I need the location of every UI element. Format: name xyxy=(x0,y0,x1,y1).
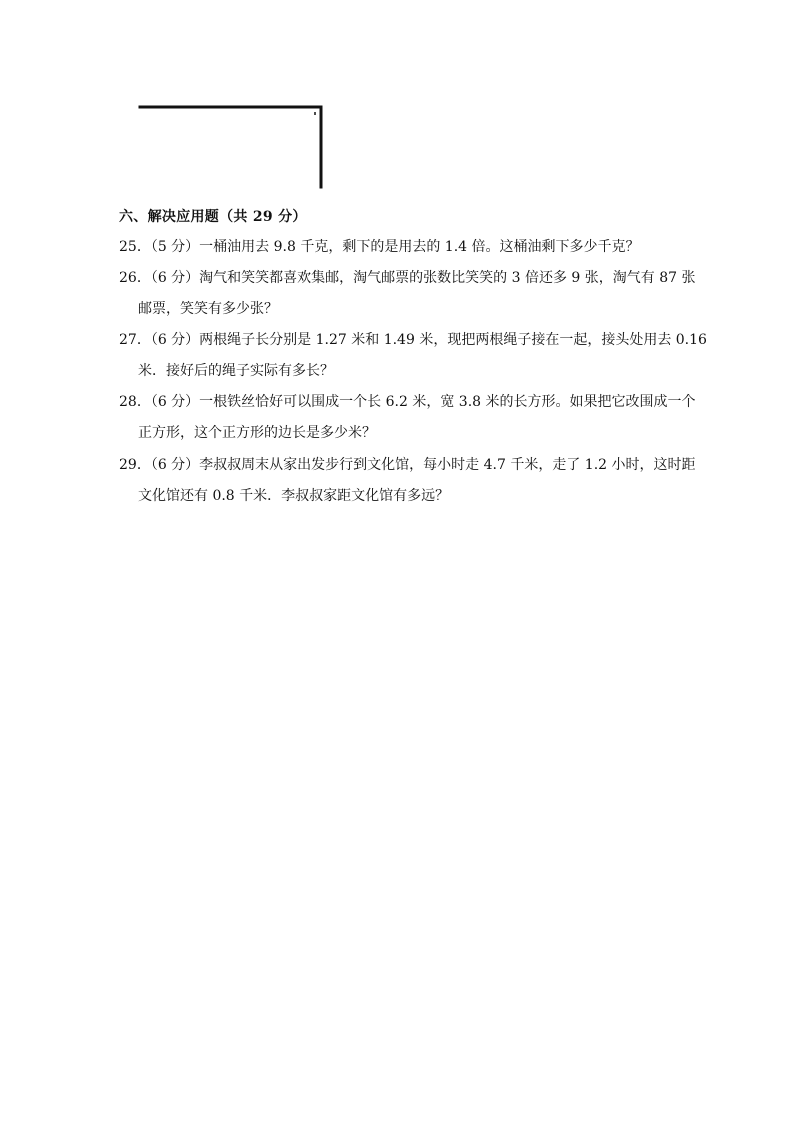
corner-line-drawing xyxy=(138,103,328,193)
question-27-line-2: 米．接好后的绳子实际有多长？ xyxy=(138,363,334,379)
corner-line-figure xyxy=(138,103,328,193)
question-29 xyxy=(119,450,696,512)
question-28-line-2: 正方形，这个正方形的边长是多少米？ xyxy=(138,425,376,441)
section-title: 六、解决应用题（共 29 分） xyxy=(119,209,307,225)
question-27-line-1: 27．（6 分）两根绳子长分别是 1.27 米和 1.49 米，现把两根绳子接在一起，接头处用去 0.16 xyxy=(119,332,707,348)
question-27 xyxy=(119,325,707,387)
question-25-line-1: 25．（5 分）一桶油用去 9.8 千克，剩下的是用去的 1.4 倍。这桶油剩下多少千克？ xyxy=(119,239,640,255)
question-25 xyxy=(119,232,679,263)
question-26-line-1: 26．（6 分）淘气和笑笑都喜欢集邮，淘气邮票的张数比笑笑的 3 倍还多 9 张，淘气有 87 张 xyxy=(119,270,696,286)
question-29-line-1: 29．（6 分）李叔叔周末从家出发步行到文化馆，每小时走 4.7 千米，走了 1.2 小时，这时距 xyxy=(119,457,696,473)
question-28 xyxy=(119,387,696,449)
question-26-line-2: 邮票，笑笑有多少张？ xyxy=(138,301,278,317)
question-26 xyxy=(119,263,696,325)
question-29-line-2: 文化馆还有 0.8 千米．李叔叔家距文化馆有多远？ xyxy=(138,488,450,504)
question-28-line-1: 28．（6 分）一根铁丝恰好可以围成一个长 6.2 米，宽 3.8 米的长方形。如果把它改围成一个 xyxy=(119,394,696,410)
